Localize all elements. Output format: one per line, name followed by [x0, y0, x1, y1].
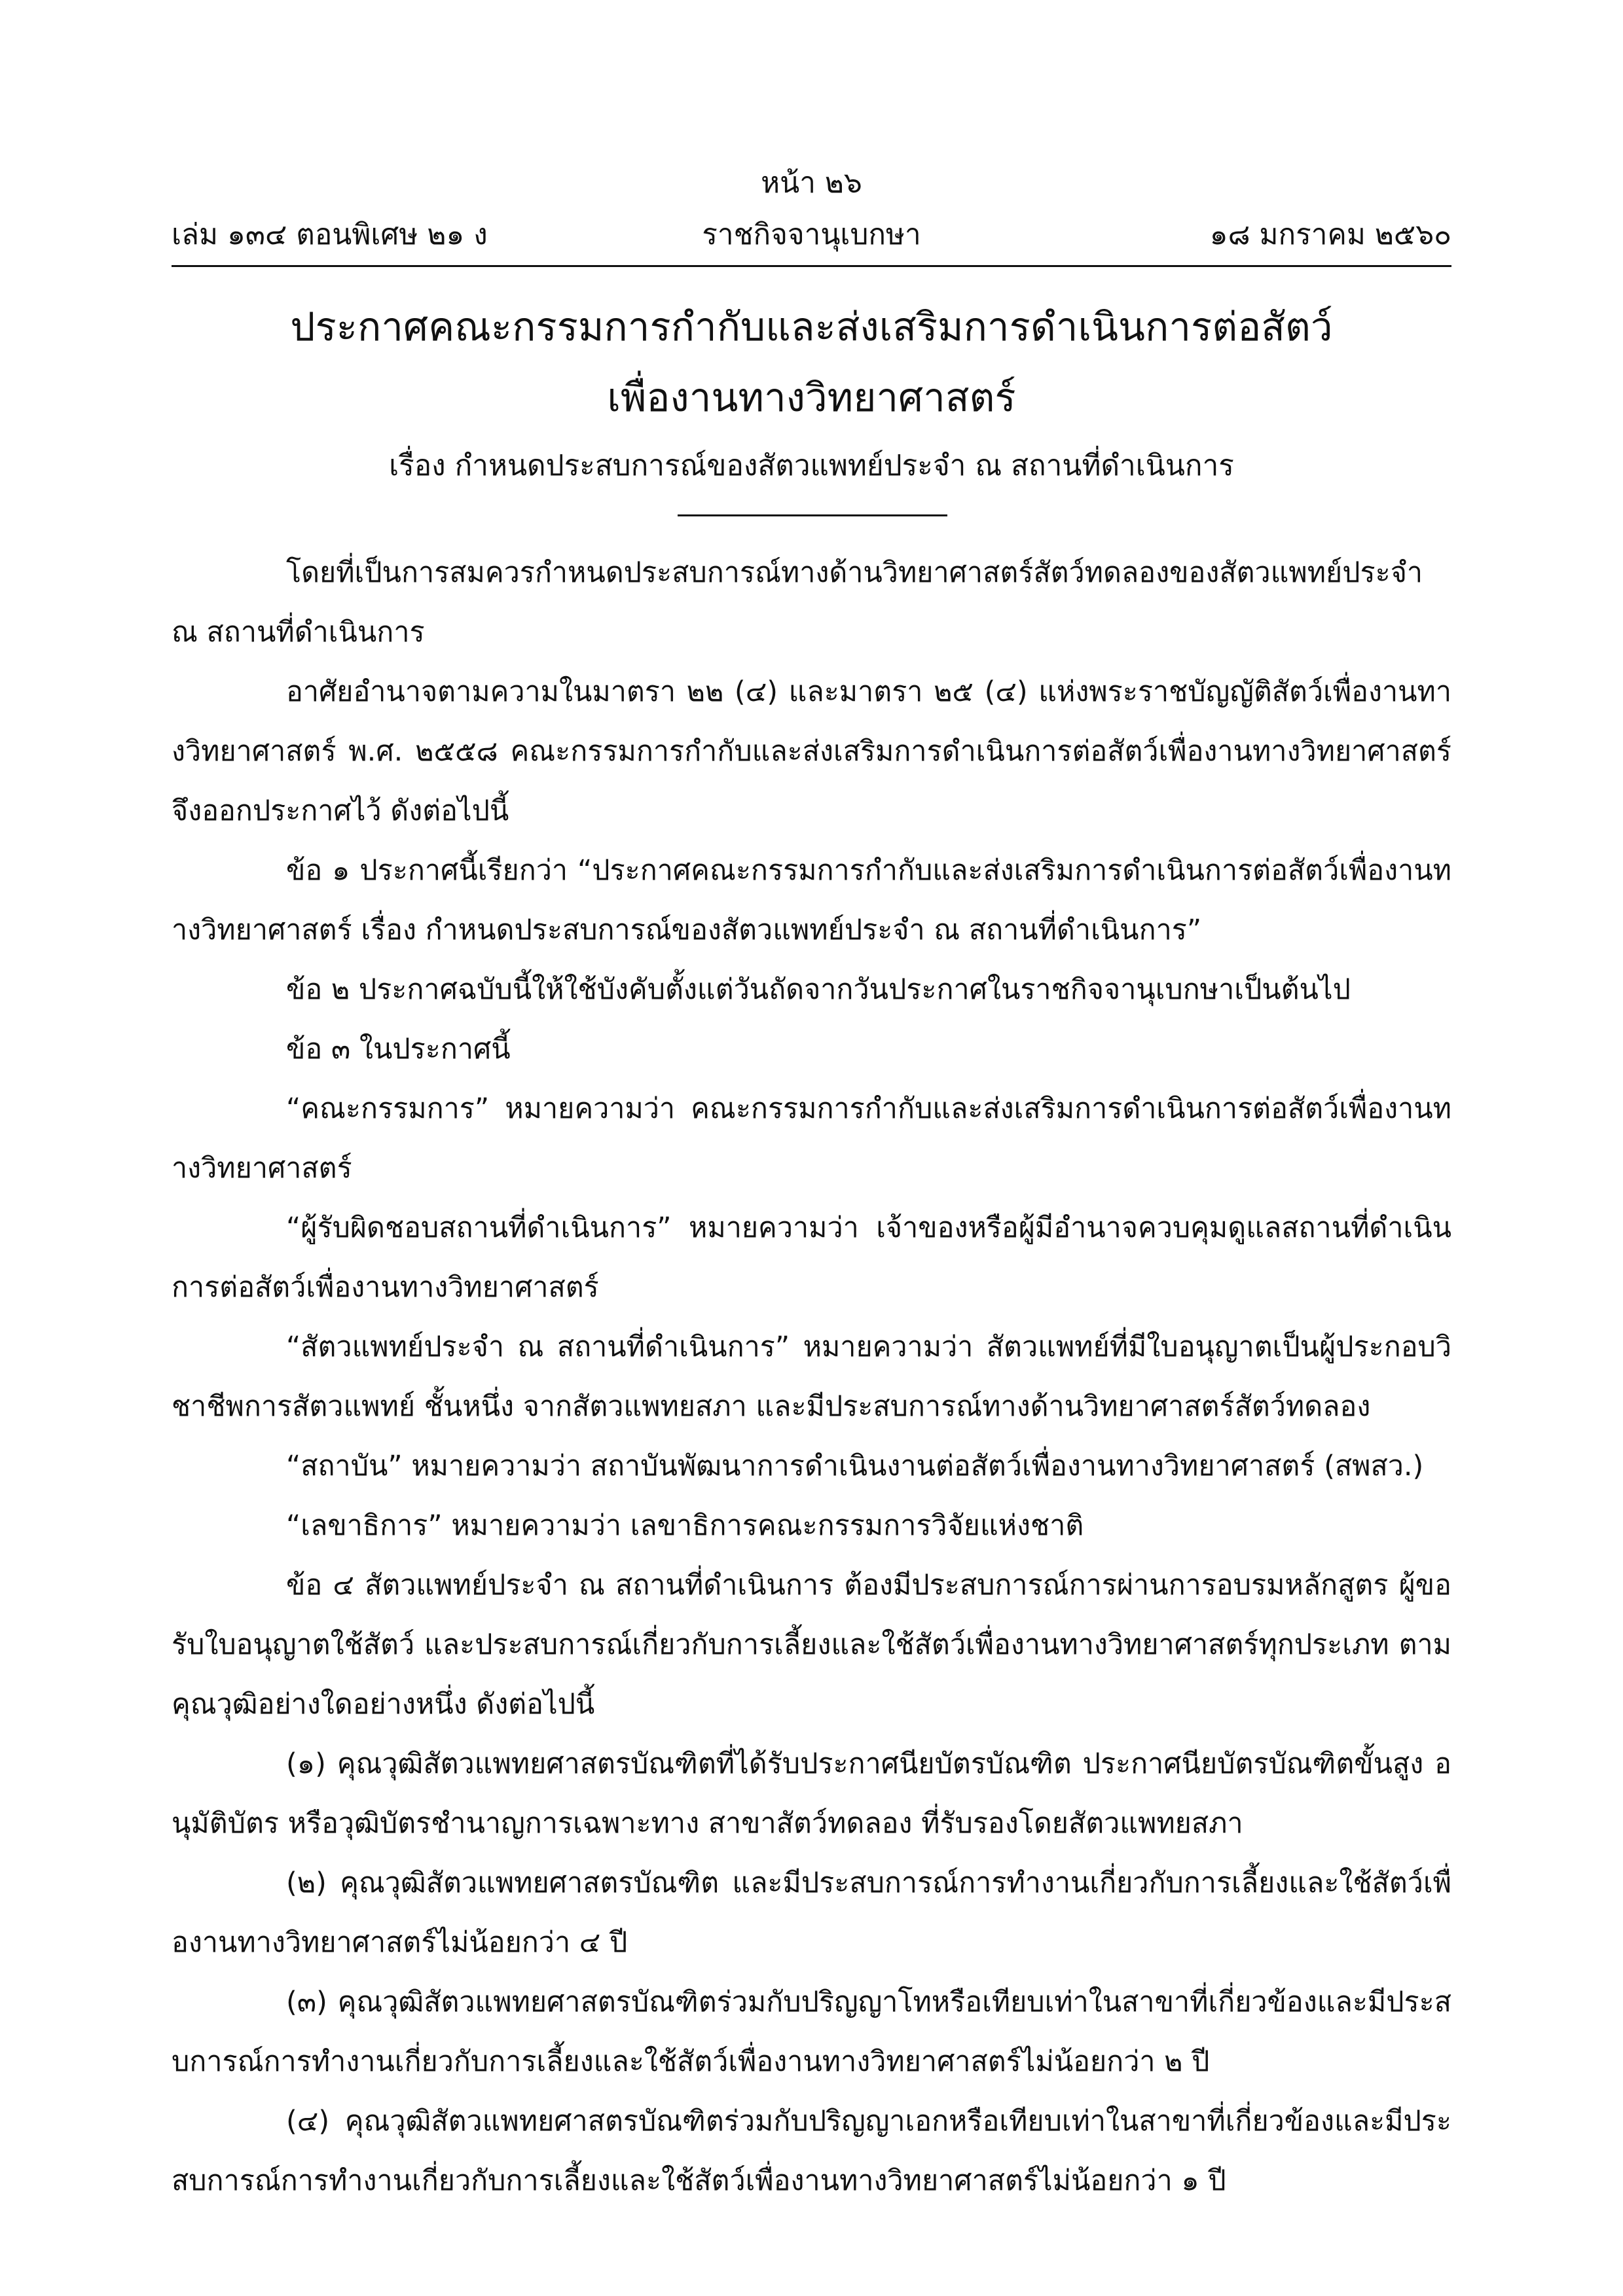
title-divider — [678, 514, 947, 516]
header-divider — [172, 265, 1451, 267]
announcement-title-line-1: ประกาศคณะกรรมการกำกับและส่งเสริมการดำเนินการต่อสัตว์ — [290, 304, 1333, 350]
publication-name: ราชกิจจานุเบกษา — [702, 218, 921, 251]
paragraph-clause-2: ข้อ ๒ ประกาศฉบับนี้ให้ใช้บังคับตั้งแต่วันถัดจากวันประกาศในราชกิจจานุเบกษาเป็นต้นไป — [286, 973, 1351, 1006]
definition-secretary-general: “เลขาธิการ” หมายความว่า เลขาธิการคณะกรรมการวิจัยแห่งชาติ — [286, 1509, 1084, 1542]
definition-site-responsible: “ผู้รับผิดชอบสถานที่ดำเนินการ” หมายความว่า เจ้าของหรือผู้มีอำนาจควบคุมดูแลสถานที่ดำเนินการต่อสัตว์เพื่องานทางวิทยาศาสตร์ — [172, 1211, 1451, 1304]
announcement-subject: เรื่อง กำหนดประสบการณ์ของสัตวแพทย์ประจำ ณ สถานที่ดำเนินการ — [389, 449, 1234, 482]
volume-issue: เล่ม ๑๓๔ ตอนพิเศษ ๒๑ ง — [172, 218, 488, 251]
gazette-header — [172, 214, 1451, 256]
paragraph-preamble: โดยที่เป็นการสมควรกำหนดประสบการณ์ทางด้านวิทยาศาสตร์สัตว์ทดลองของสัตวแพทย์ประจำ ณ สถานที่ดำเนินการ — [172, 556, 1423, 649]
paragraph-clause-3: ข้อ ๓ ในประกาศนี้ — [286, 1033, 511, 1066]
page-number: หน้า ๒๖ — [761, 166, 862, 200]
announcement-title-line-2: เพื่องานทางวิทยาศาสตร์ — [607, 375, 1016, 421]
paragraph-clause-1: ข้อ ๑ ประกาศนี้เรียกว่า “ประกาศคณะกรรมการกำกับและส่งเสริมการดำเนินการต่อสัตว์เพื่องานทางวิทยาศาสตร์ เรื่อง กำหนดประสบการณ์ของสัตวแพทย์ประจำ ณ สถานที่ดำเนินการ” — [172, 854, 1451, 946]
qualification-item-4: (๔) คุณวุฒิสัตวแพทยศาสตรบัณฑิตร่วมกับปริญญาเอกหรือเทียบเท่าในสาขาที่เกี่ยวข้องและมีประสบการณ์การทำงานเกี่ยวกับการเลี้ยงและใช้สัตว์เพื่องานทางวิทยาศาสตร์ไม่น้อยกว่า ๑ ปี — [172, 2105, 1451, 2197]
announcement-body — [172, 543, 1451, 2211]
definition-attending-veterinarian: “สัตวแพทย์ประจำ ณ สถานที่ดำเนินการ” หมายความว่า สัตวแพทย์ที่มีใบอนุญาตเป็นผู้ประกอบวิชาชีพการสัตวแพทย์ ชั้นหนึ่ง จากสัตวแพทยสภา และมีประสบการณ์ทางด้านวิทยาศาสตร์สัตว์ทดลอง — [172, 1331, 1451, 1423]
definition-committee: “คณะกรรมการ” หมายความว่า คณะกรรมการกำกับและส่งเสริมการดำเนินการต่อสัตว์เพื่องานทางวิทยาศาสตร์ — [172, 1092, 1451, 1185]
qualification-item-2: (๒) คุณวุฒิสัตวแพทยศาสตรบัณฑิต และมีประสบการณ์การทำงานเกี่ยวกับการเลี้ยงและใช้สัตว์เพื่องานทางวิทยาศาสตร์ไม่น้อยกว่า ๔ ปี — [172, 1867, 1451, 1959]
paragraph-clause-4: ข้อ ๔ สัตวแพทย์ประจำ ณ สถานที่ดำเนินการ ต้องมีประสบการณ์การผ่านการอบรมหลักสูตร ผู้ขอรับใบอนุญาตใช้สัตว์ และประสบการณ์เกี่ยวกับการเลี้ยงและใช้สัตว์เพื่องานทางวิทยาศาสตร์ทุกประเภท ตามคุณวุฒิอย่างใดอย่างหนึ่ง ดังต่อไปนี้ — [172, 1569, 1451, 1721]
publication-date: ๑๘ มกราคม ๒๕๖๐ — [1209, 218, 1451, 251]
paragraph-authority: อาศัยอำนาจตามความในมาตรา ๒๒ (๔) และมาตรา ๒๕ (๔) แห่งพระราชบัญญัติสัตว์เพื่องานทางวิทยาศาสตร์ พ.ศ. ๒๕๕๘ คณะกรรมการกำกับและส่งเสริมการดำเนินการต่อสัตว์เพื่องานทางวิทยาศาสตร์จึงออกประกาศไว้ ดังต่อไปนี้ — [172, 675, 1451, 827]
qualification-item-3: (๓) คุณวุฒิสัตวแพทยศาสตรบัณฑิตร่วมกับปริญญาโทหรือเทียบเท่าในสาขาที่เกี่ยวข้องและมีประสบการณ์การทำงานเกี่ยวกับการเลี้ยงและใช้สัตว์เพื่องานทางวิทยาศาสตร์ไม่น้อยกว่า ๒ ปี — [172, 1986, 1451, 2078]
definition-institute: “สถาบัน” หมายความว่า สถาบันพัฒนาการดำเนินงานต่อสัตว์เพื่องานทางวิทยาศาสตร์ (สพสว.) — [286, 1450, 1424, 1482]
qualification-item-1: (๑) คุณวุฒิสัตวแพทยศาสตรบัณฑิตที่ได้รับประกาศนียบัตรบัณฑิต ประกาศนียบัตรบัณฑิตขั้นสูง อนุมัติบัตร หรือวุฒิบัตรชำนาญการเฉพาะทาง สาขาสัตว์ทดลอง ที่รับรองโดยสัตวแพทยสภา — [172, 1748, 1451, 1840]
